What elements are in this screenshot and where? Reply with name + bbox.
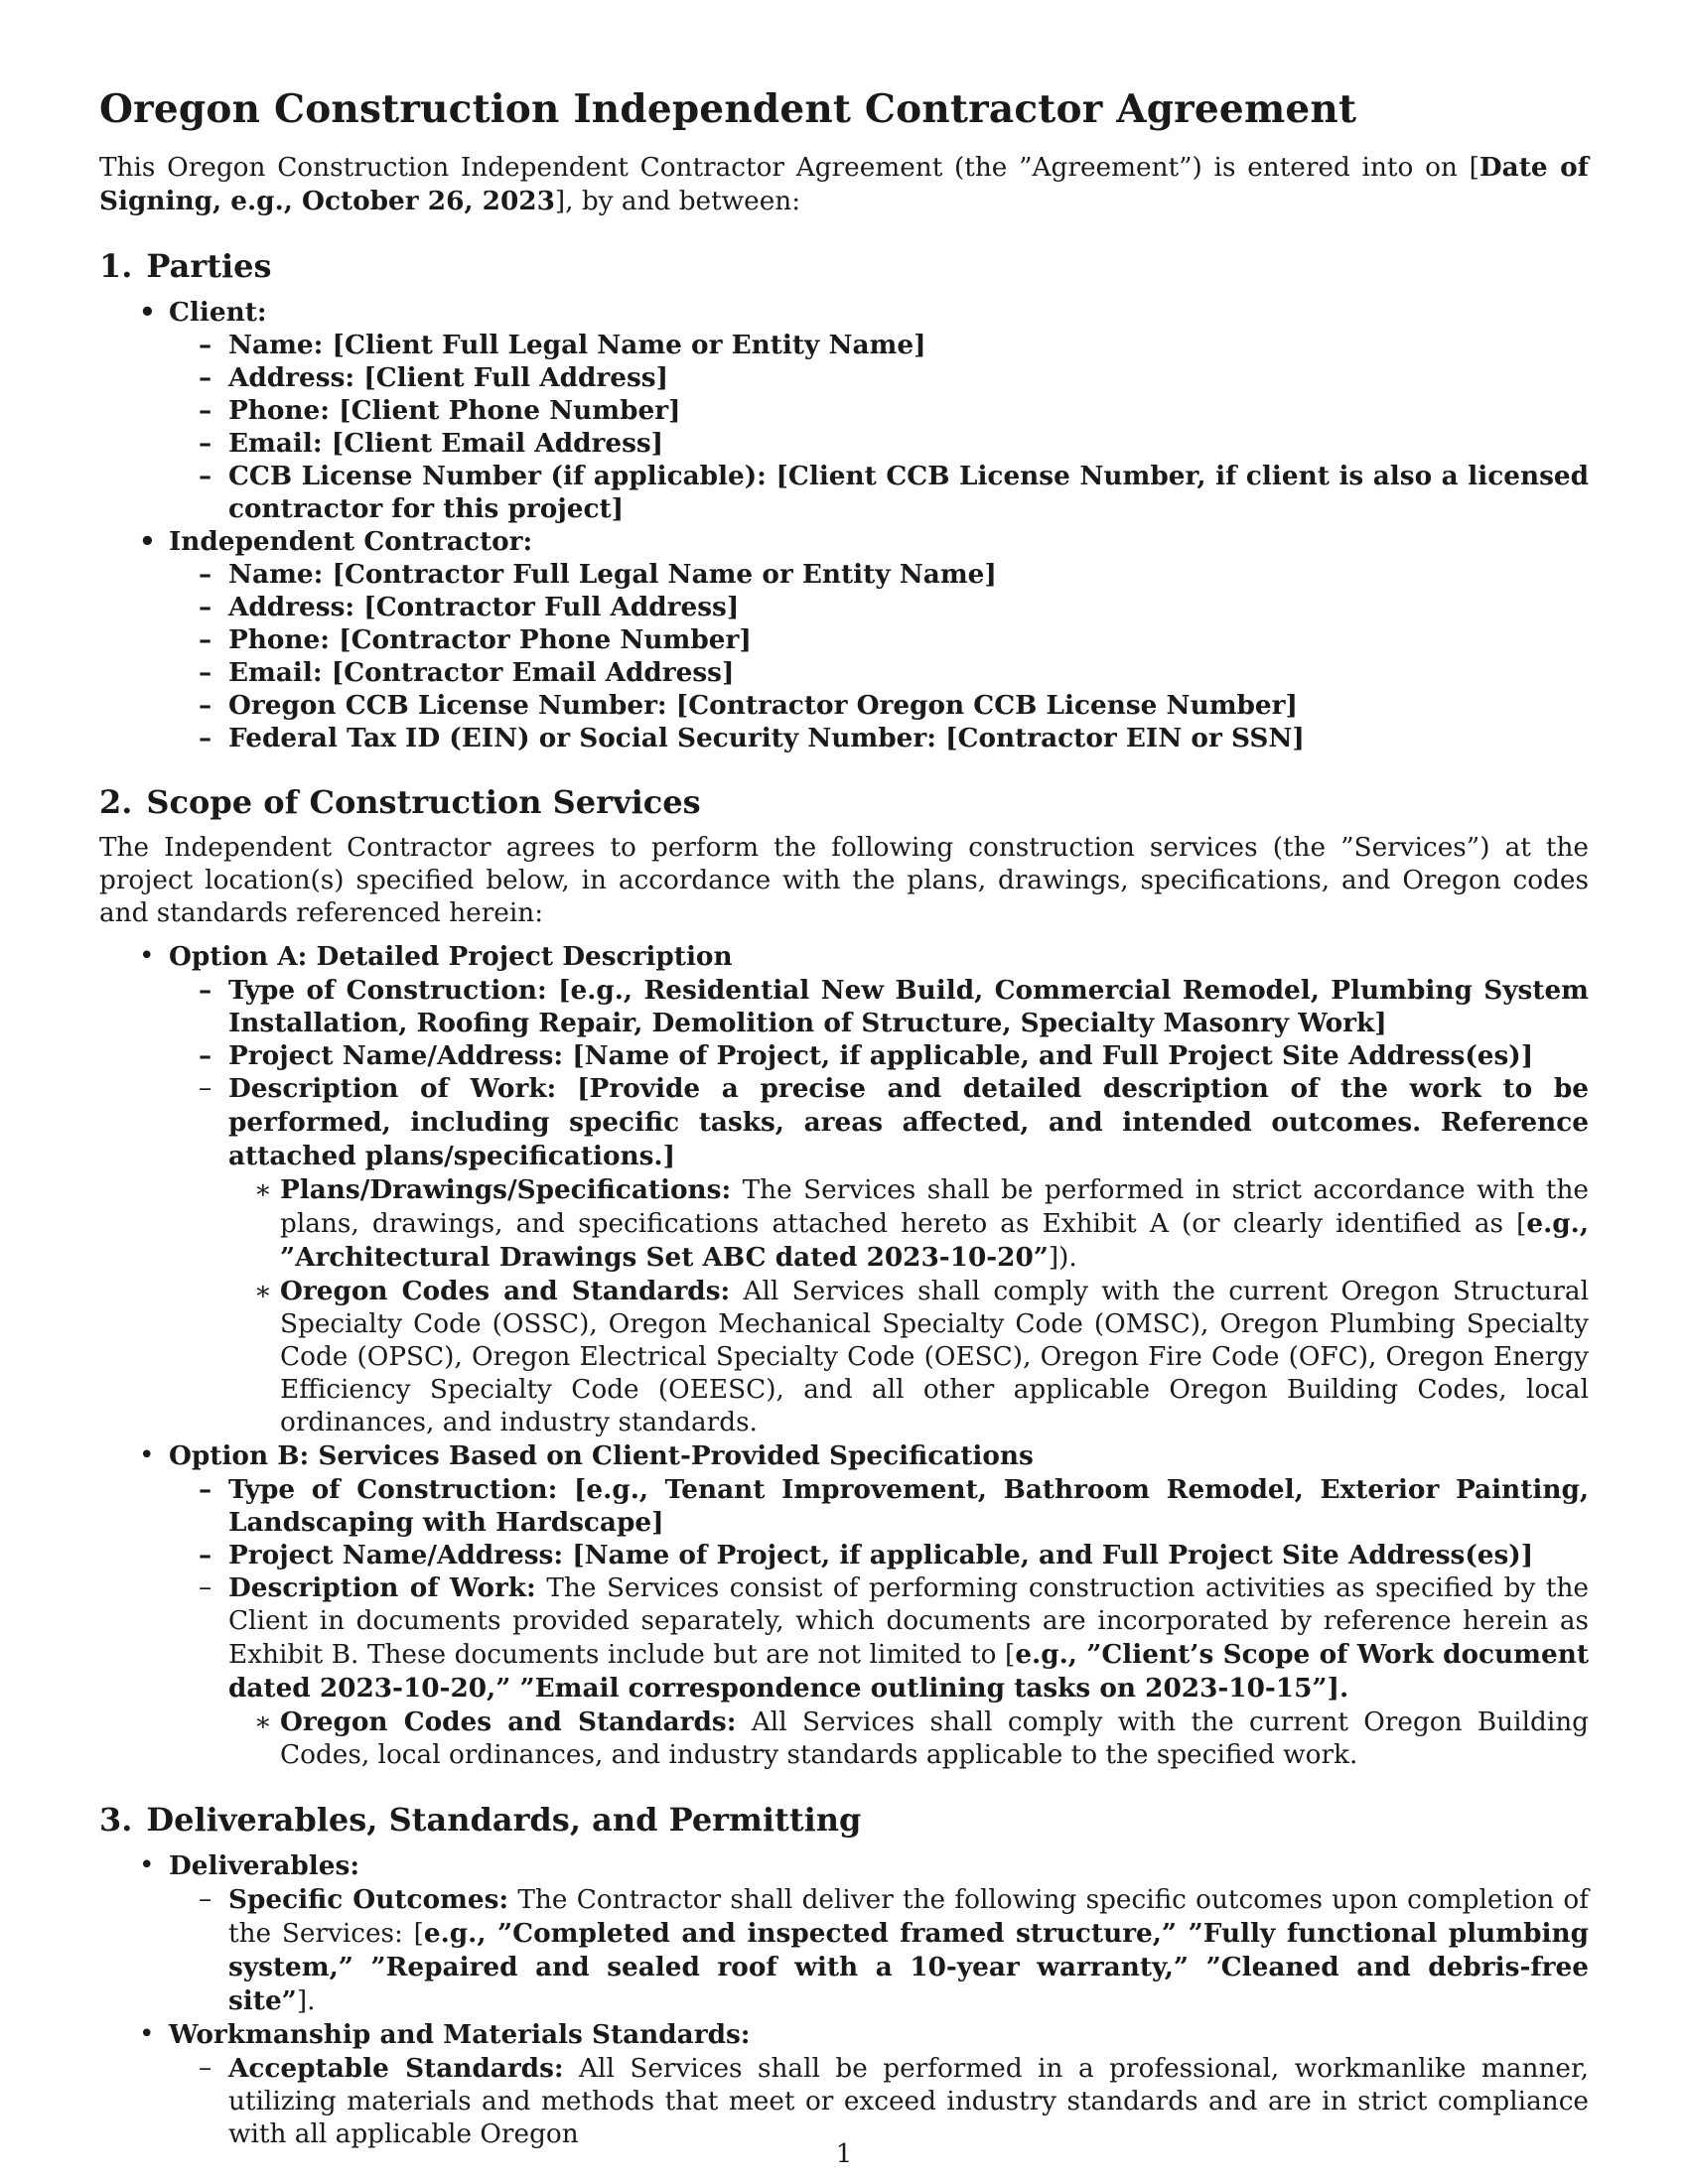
document-page bbox=[99, 85, 1589, 2151]
option-b-project bbox=[169, 1539, 1589, 1571]
option-b-codes bbox=[228, 1706, 1589, 1772]
option-a bbox=[99, 940, 1589, 1439]
field-label: Address: bbox=[228, 362, 355, 393]
date-placeholder: Date of Signing, e.g., October 26, 2023 bbox=[99, 152, 1589, 216]
field-label: Phone: bbox=[228, 395, 330, 426]
section-number: 2. bbox=[99, 783, 133, 821]
client-ccb-license bbox=[169, 460, 1589, 525]
field-value: [Client Email Address] bbox=[331, 428, 664, 459]
contractor-email bbox=[169, 656, 1589, 689]
field-value: [Provide a precise and detailed description of the work to be performed, including specific tasks, areas affected, and intended outcomes. Reference attached plans/specifications.] bbox=[228, 1073, 1589, 1171]
contractor-phone bbox=[169, 623, 1589, 656]
section-title: Parties bbox=[146, 247, 272, 285]
field-value: [Name of Project, if applicable, and Full Project Site Address(es)] bbox=[572, 1540, 1534, 1570]
field-value: [Contractor Full Address] bbox=[363, 592, 740, 622]
section-number: 1. bbox=[99, 247, 133, 285]
field-label: Federal Tax ID (EIN) or Social Security Number: bbox=[228, 723, 936, 753]
field-label: Type of Construction: bbox=[228, 975, 547, 1006]
workmanship-item bbox=[99, 2018, 1589, 2151]
field-label: Plans/Drawings/Specifications: bbox=[280, 1174, 732, 1205]
field-value: [Client Full Legal Name or Entity Name] bbox=[332, 330, 926, 360]
field-value: [Contractor EIN or SSN] bbox=[945, 723, 1305, 753]
contractor-address bbox=[169, 591, 1589, 623]
option-b bbox=[99, 1439, 1589, 1772]
workmanship-details bbox=[169, 2052, 1589, 2151]
field-placeholder: e.g., ”Client’s Scope of Work document dated 2023-10-20,” ”Email correspondence outlining tasks on 2023-10-15” bbox=[228, 1639, 1589, 1704]
field-text-end: ]. bbox=[1327, 1673, 1349, 1704]
field-label: Specific Outcomes: bbox=[228, 1884, 509, 1915]
field-text: All Services shall comply with the current Oregon Building Codes, local ordinances, and industry standards applicable to the specified work. bbox=[280, 1707, 1590, 1770]
option-a-project bbox=[169, 1039, 1589, 1072]
field-label: Acceptable Standards: bbox=[228, 2053, 564, 2084]
scope-intro: The Independent Contractor agrees to perform the following construction services (the ”Services”) at the project location(s) specified below, in accordance with the plans, drawings, specifications, and Oregon codes and standards referenced herein: bbox=[99, 833, 1589, 928]
field-label: Name: bbox=[228, 330, 324, 360]
deliverables-label: Deliverables: bbox=[169, 1850, 360, 1881]
contractor-name bbox=[169, 558, 1589, 591]
field-text-end: ]. bbox=[296, 1986, 316, 2016]
field-placeholder: e.g., ”Architectural Drawings Set ABC dated 2023-10-20” bbox=[280, 1208, 1589, 1273]
field-label: Project Name/Address: bbox=[228, 1540, 564, 1570]
client-item bbox=[99, 296, 1589, 525]
field-label: Oregon Codes and Standards: bbox=[280, 1276, 731, 1306]
field-label: Address: bbox=[228, 592, 355, 622]
option-b-subitems bbox=[228, 1706, 1589, 1772]
contractor-ccb-license bbox=[169, 689, 1589, 722]
field-label: Description of Work: bbox=[228, 1073, 557, 1104]
contractor-item bbox=[99, 525, 1589, 754]
field-label: Type of Construction: bbox=[228, 1474, 558, 1505]
contractor-details bbox=[169, 558, 1589, 754]
field-text-end: ]). bbox=[1048, 1243, 1077, 1273]
deliverables-item bbox=[99, 1849, 1589, 2018]
field-label: Phone: bbox=[228, 624, 330, 655]
contractor-tax-id bbox=[169, 722, 1589, 754]
field-value: [Name of Project, if applicable, and Full Project Site Address(es)] bbox=[572, 1040, 1534, 1071]
client-address bbox=[169, 361, 1589, 394]
field-label: Email: bbox=[228, 428, 323, 459]
client-label: Client: bbox=[169, 297, 267, 328]
field-text: The Contractor shall deliver the following specific outcomes upon completion of the Services: [ bbox=[228, 1885, 1589, 1949]
field-label: Description of Work: bbox=[228, 1572, 536, 1603]
field-value: [e.g., Residential New Build, Commercial Remodel, Plumbing System Installation, Roofing Repair, Demolition of Structure, Specialty Masonry Work] bbox=[228, 975, 1590, 1038]
section-number: 3. bbox=[99, 1801, 133, 1839]
field-label: Project Name/Address: bbox=[228, 1040, 564, 1071]
intro-paragraph bbox=[99, 151, 1589, 218]
field-label: Email: bbox=[228, 657, 323, 688]
option-a-type bbox=[169, 974, 1589, 1039]
field-text: All Services shall be performed in a professional, workmanlike manner, utilizing materials and methods that meet or exceed industry standards and are in strict compliance with all applicable Oregon bbox=[228, 2054, 1589, 2149]
deliverables-list bbox=[99, 1849, 1589, 2151]
field-placeholder: e.g., ”Completed and inspected framed structure,” ”Fully functional plumbing system,” ”Repaired and sealed roof with a 10-year warranty,” ”Cleaned and debris-free site” bbox=[228, 1918, 1589, 2016]
field-value: [Contractor Email Address] bbox=[331, 657, 735, 688]
field-label: Oregon CCB License Number: bbox=[228, 690, 667, 721]
field-value: [e.g., Tenant Improvement, Bathroom Remodel, Exterior Painting, Landscaping with Hardscape] bbox=[228, 1474, 1589, 1538]
option-b-description bbox=[169, 1571, 1589, 1772]
option-a-description bbox=[169, 1072, 1589, 1439]
option-a-label: Option A: Detailed Project Description bbox=[169, 941, 733, 972]
parties-list bbox=[99, 296, 1589, 754]
client-phone bbox=[169, 394, 1589, 427]
field-value: [Client Full Address] bbox=[363, 362, 669, 393]
specific-outcomes bbox=[169, 1883, 1589, 2018]
option-b-details bbox=[169, 1473, 1589, 1772]
option-a-plans bbox=[228, 1173, 1589, 1275]
field-label: Oregon Codes and Standards: bbox=[280, 1706, 737, 1737]
intro-text-end: ], by and between: bbox=[554, 187, 801, 216]
workmanship-label: Workmanship and Materials Standards: bbox=[169, 2019, 751, 2050]
option-a-subitems bbox=[228, 1173, 1589, 1439]
section-heading-deliverables bbox=[99, 1800, 1589, 1840]
acceptable-standards bbox=[169, 2052, 1589, 2151]
field-text: All Services shall comply with the current Oregon Structural Specialty Code (OSSC), Oregon Mechanical Specialty Code (OMSC), Oregon Plumbing Specialty Code (OPSC), Oregon Electrical Specialty Code (OESC), Oregon Fire Code (OFC), Oregon Energy Efficiency Specialty Code (OEESC), and all other applicable Oregon Building Codes, local ordinances, and industry standards. bbox=[280, 1277, 1590, 1437]
option-a-details bbox=[169, 974, 1589, 1439]
scope-options-list bbox=[99, 940, 1589, 1772]
field-label: CCB License Number (if applicable): bbox=[228, 461, 767, 491]
field-value: [Client Phone Number] bbox=[339, 395, 681, 426]
field-value: [Client CCB License Number, if client is also a licensed contractor for this project] bbox=[228, 461, 1590, 524]
field-label: Name: bbox=[228, 559, 324, 590]
section-heading-scope bbox=[99, 782, 1589, 822]
deliverables-details bbox=[169, 1883, 1589, 2018]
client-details bbox=[169, 329, 1589, 525]
client-name bbox=[169, 329, 1589, 361]
section-title: Scope of Construction Services bbox=[146, 783, 701, 821]
contractor-label: Independent Contractor: bbox=[169, 526, 533, 557]
field-text: The Services consist of performing construction activities as specified by the Client in documents provided separately, which documents are incorporated by reference herein as Exhibit B. These documents include but are not limited to [ bbox=[228, 1573, 1589, 1670]
client-email bbox=[169, 427, 1589, 460]
field-value: [Contractor Phone Number] bbox=[339, 624, 752, 655]
field-text: The Services shall be performed in strict accordance with the plans, drawings, and specifications attached hereto as Exhibit A (or clearly identified as [ bbox=[280, 1175, 1589, 1239]
section-heading-parties bbox=[99, 246, 1589, 286]
intro-text: This Oregon Construction Independent Contractor Agreement (the ”Agreement”) is entered into on [ bbox=[99, 153, 1479, 183]
section-title: Deliverables, Standards, and Permitting bbox=[146, 1801, 862, 1839]
option-b-label: Option B: Services Based on Client-Provided Specifications bbox=[169, 1440, 1034, 1471]
document-title: Oregon Construction Independent Contractor Agreement bbox=[99, 86, 1357, 132]
field-value: [Contractor Full Legal Name or Entity Name] bbox=[332, 559, 997, 590]
option-b-type bbox=[169, 1473, 1589, 1539]
option-a-codes bbox=[228, 1275, 1589, 1439]
page-number: 1 bbox=[835, 2139, 853, 2169]
field-value: [Contractor Oregon CCB License Number] bbox=[675, 690, 1298, 721]
